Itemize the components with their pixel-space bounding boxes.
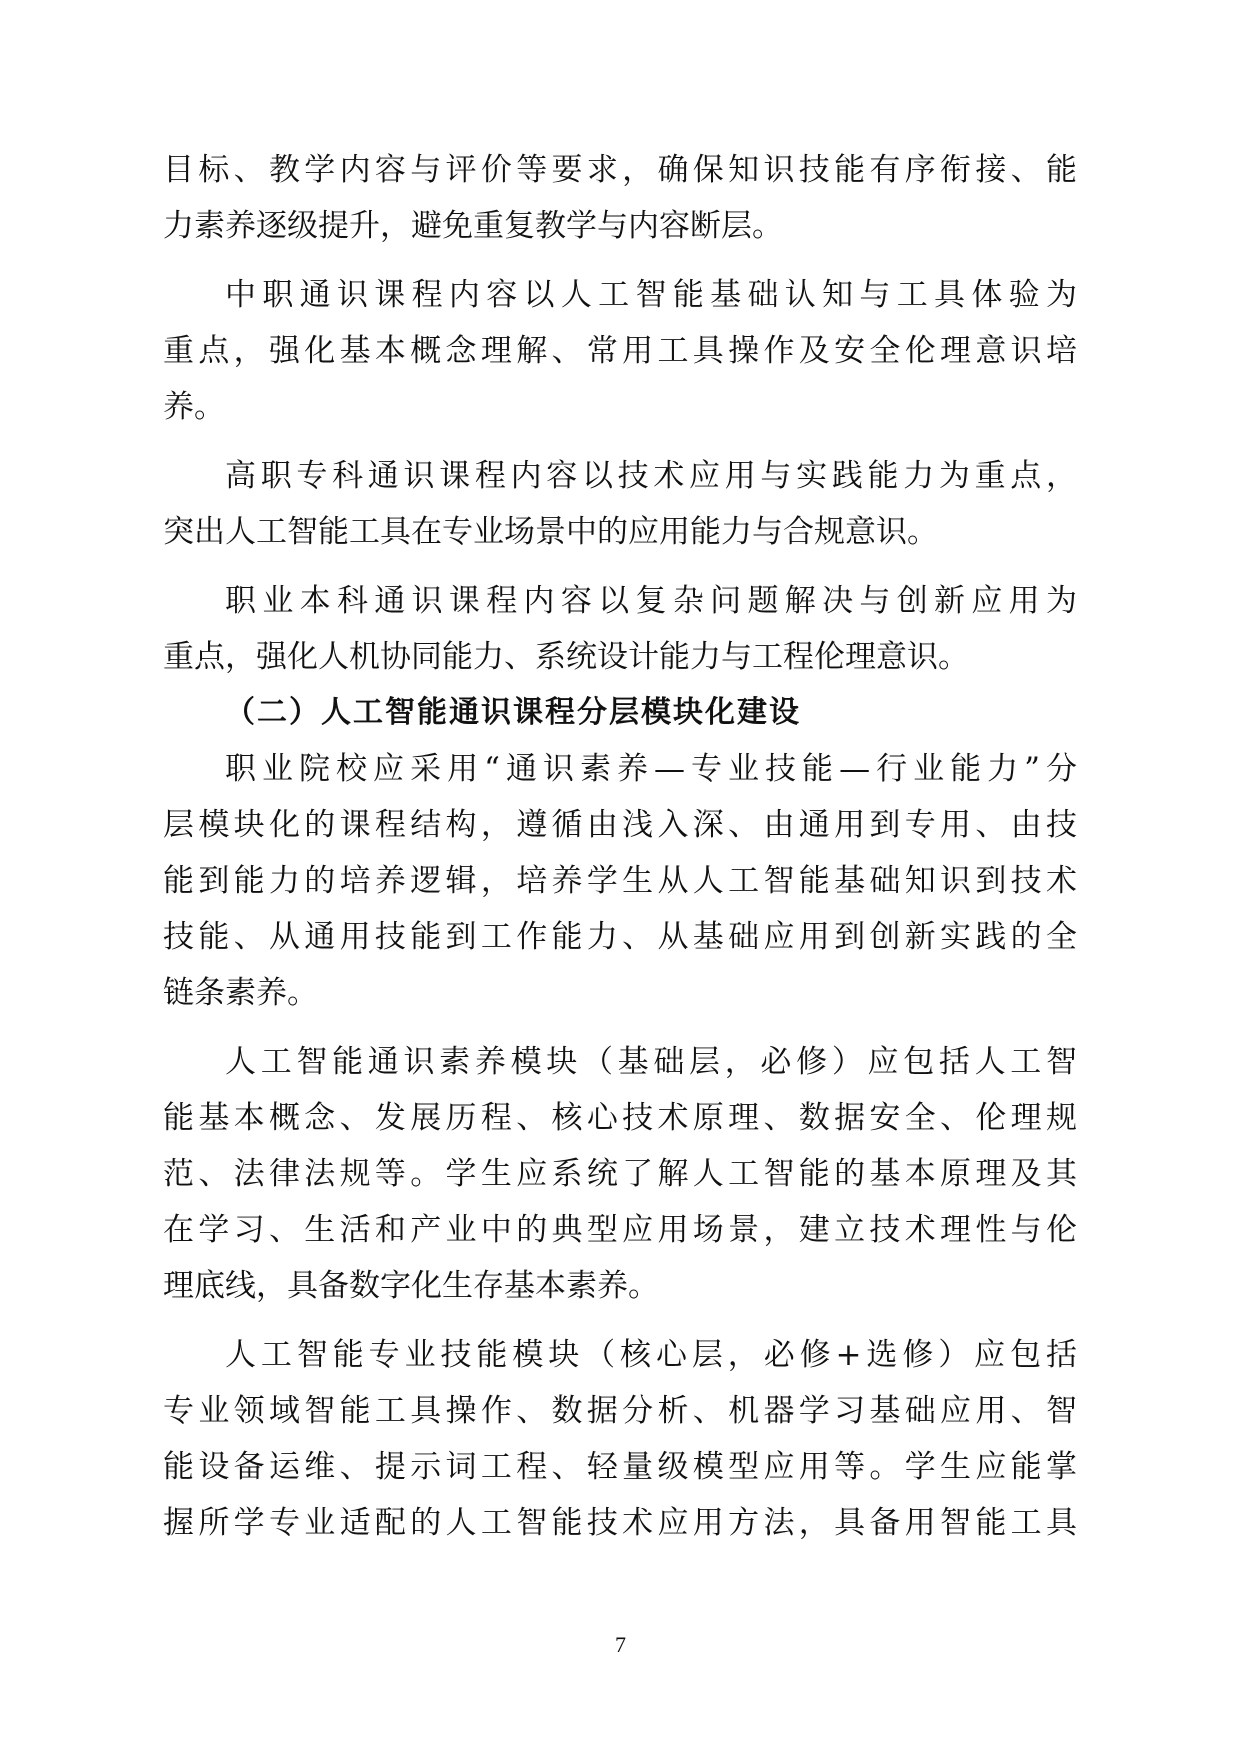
body-text-line: 专业领域智能工具操作、数据分析、机器学习基础应用、智 bbox=[163, 1393, 1077, 1429]
body-text-line: 能设备运维、提示词工程、轻量级模型应用等。学生应能掌 bbox=[163, 1449, 1077, 1485]
body-text-line: 力素养逐级提升，避免重复教学与内容断层。 bbox=[163, 208, 783, 244]
body-text-line: 职业院校应采用“通识素养—专业技能—行业能力”分 bbox=[225, 751, 1077, 787]
body-text-line: 人工智能通识素养模块（基础层，必修）应包括人工智 bbox=[225, 1044, 1077, 1080]
body-text-line: 能基本概念、发展历程、核心技术原理、数据安全、伦理规 bbox=[163, 1100, 1077, 1136]
body-text-line: 职业本科通识课程内容以复杂问题解决与创新应用为 bbox=[225, 583, 1077, 619]
body-text-line: 层模块化的课程结构，遵循由浅入深、由通用到专用、由技 bbox=[163, 807, 1077, 843]
body-text-line: 高职专科通识课程内容以技术应用与实践能力为重点， bbox=[225, 458, 1077, 494]
body-text-line: 重点，强化基本概念理解、常用工具操作及安全伦理意识培 bbox=[163, 333, 1077, 369]
body-text-line: 目标、教学内容与评价等要求，确保知识技能有序衔接、能 bbox=[163, 152, 1077, 188]
body-text-line: 突出人工智能工具在专业场景中的应用能力与合规意识。 bbox=[163, 514, 938, 550]
body-text-line: 理底线，具备数字化生存基本素养。 bbox=[163, 1268, 659, 1304]
body-text-line: 范、法律法规等。学生应系统了解人工智能的基本原理及其 bbox=[163, 1156, 1077, 1192]
body-text-line: 技能、从通用技能到工作能力、从基础应用到创新实践的全 bbox=[163, 919, 1077, 955]
body-text-line: 人工智能专业技能模块（核心层，必修+选修）应包括 bbox=[225, 1337, 1077, 1373]
body-text-line: 重点，强化人机协同能力、系统设计能力与工程伦理意识。 bbox=[163, 639, 969, 675]
body-text-line: 链条素养。 bbox=[163, 975, 318, 1011]
body-text-line: 能到能力的培养逻辑，培养学生从人工智能基础知识到技术 bbox=[163, 863, 1077, 899]
document-body bbox=[163, 142, 1077, 1551]
body-text-line: 握所学专业适配的人工智能技术应用方法，具备用智能工具 bbox=[163, 1505, 1077, 1541]
body-text-line: 在学习、生活和产业中的典型应用场景，建立技术理性与伦 bbox=[163, 1212, 1077, 1248]
body-text-line: 中职通识课程内容以人工智能基础认知与工具体验为 bbox=[225, 277, 1077, 313]
section-heading: （二）人工智能通识课程分层模块化建设 bbox=[225, 695, 801, 730]
page-number: 7 bbox=[615, 1632, 626, 1657]
body-text-line: 养。 bbox=[163, 389, 225, 425]
